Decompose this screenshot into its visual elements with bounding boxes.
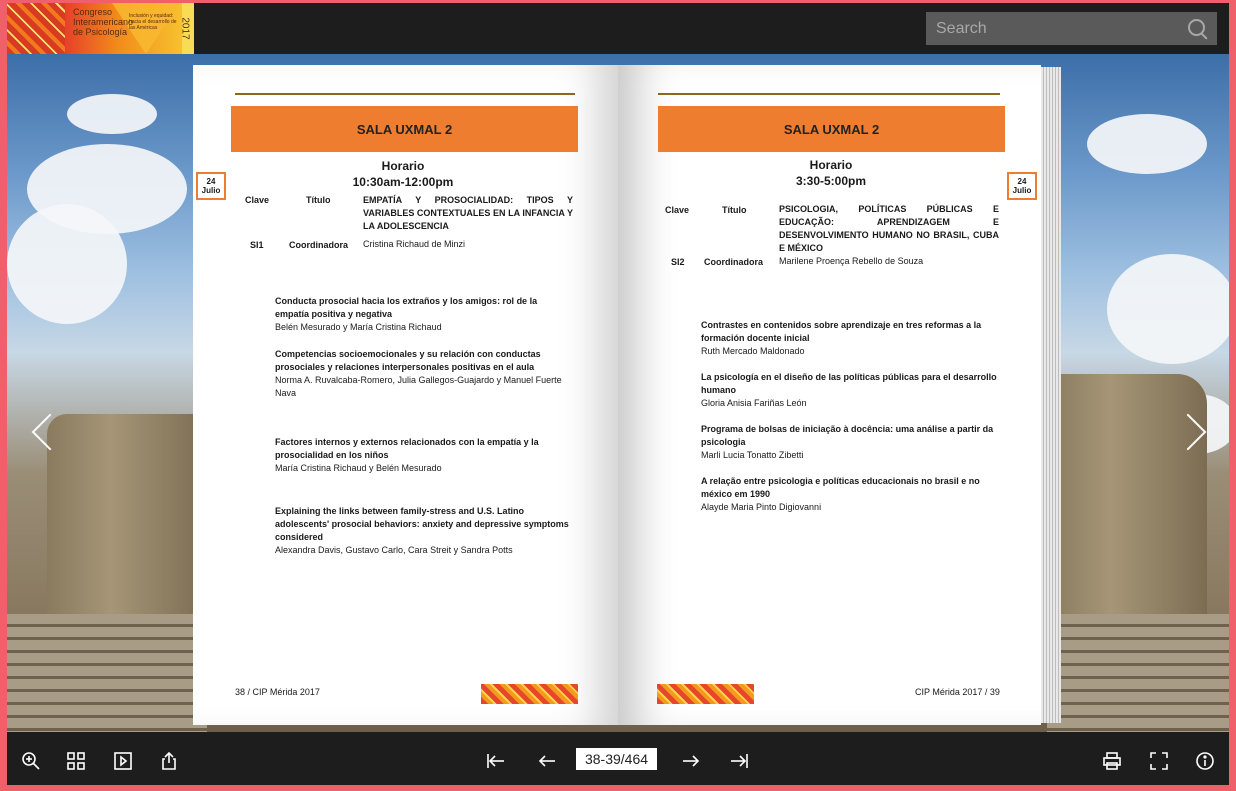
talk-title: Competencias socioemocionales y su relación con conductas prosociales y relaciones interpersonales positivas en el aula <box>275 349 541 372</box>
talk-item <box>701 475 999 514</box>
congress-logo[interactable] <box>7 3 194 54</box>
talk-authors: Marli Lucia Tonatto Zibetti <box>701 450 804 460</box>
date-day: 24 <box>206 177 216 186</box>
talk-authors: Belén Mesurado y María Cristina Richaud <box>275 322 442 332</box>
cloud <box>1107 254 1229 364</box>
logo-year: 2017 <box>179 17 191 40</box>
session-title: PSICOLOGIA, POLÍTICAS PÚBLICAS E EDUCAÇÃO: APRENDIZAGEM E DESENVOLVIMENTO HUMANO NO BRASIL, CUBA E MÉXICO <box>779 204 999 253</box>
right-page[interactable] <box>618 65 1041 725</box>
prev-page-icon[interactable] <box>537 751 557 771</box>
share-icon[interactable] <box>159 751 179 771</box>
talk-item <box>701 423 999 462</box>
room-banner: SALA UXMAL 2 <box>231 106 578 152</box>
fullscreen-icon[interactable] <box>1149 751 1169 771</box>
horario-time: 3:30-5:00pm <box>795 174 867 188</box>
search-box <box>926 12 1217 45</box>
page-footer: CIP Mérida 2017 / 39 <box>915 687 1000 697</box>
date-badge <box>1007 172 1037 200</box>
coordinator-label: Coordinadora <box>289 240 349 250</box>
talk-title: Conducta prosocial hacia los extraños y los amigos: rol de la empatía positiva y negativa <box>275 296 538 319</box>
talk-authors: María Cristina Richaud y Belén Mesurado <box>275 463 442 473</box>
date-day: 24 <box>1017 177 1027 186</box>
clave-label: Clave <box>245 195 270 205</box>
coordinator-label: Coordinadora <box>704 257 764 267</box>
left-page[interactable] <box>193 65 618 725</box>
schedule-block <box>323 158 483 190</box>
page-stack-edge <box>1041 67 1061 723</box>
talk-item <box>701 371 999 410</box>
talk-title: Explaining the links between family-stress and U.S. Latino adolescents' prosocial behaviors: anxiety and depressive symptoms considered <box>275 506 569 542</box>
open-book <box>193 65 1065 725</box>
footer-pattern-strip <box>657 684 754 704</box>
session-code: SI1 <box>250 240 264 250</box>
page-footer: 38 / CIP Mérida 2017 <box>235 687 320 697</box>
horario-label: Horario <box>809 158 853 172</box>
cloud <box>7 204 127 324</box>
talk-item <box>275 505 573 557</box>
talk-authors: Ruth Mercado Maldonado <box>701 346 805 356</box>
clave-label: Clave <box>665 205 690 215</box>
titulo-label: Título <box>306 195 331 205</box>
horario-time: 10:30am-12:00pm <box>352 175 454 189</box>
talk-title: Programa de bolsas de iniciação à docência: uma análise a partir da psicologia <box>701 424 994 447</box>
flipbook-viewer <box>7 3 1229 785</box>
logo-title: Congreso Interamericano de Psicología <box>73 7 134 37</box>
search-icon[interactable] <box>1188 19 1205 36</box>
next-page-icon[interactable] <box>681 751 701 771</box>
logo-pattern <box>7 3 65 54</box>
cloud <box>67 94 157 134</box>
first-page-icon[interactable] <box>486 751 506 771</box>
page-indicator[interactable]: 38-39/464 <box>576 748 657 770</box>
talk-authors: Alexandra Davis, Gustavo Carlo, Cara Streit y Sandra Potts <box>275 545 513 555</box>
talk-item <box>275 295 573 334</box>
top-rule <box>235 93 575 95</box>
print-icon[interactable] <box>1102 751 1122 771</box>
horario-label: Horario <box>381 159 425 173</box>
talk-item <box>275 436 573 475</box>
talk-authors: Norma A. Ruvalcaba-Romero, Julia Gallegos-Guajardo y Manuel Fuerte Nava <box>275 375 562 398</box>
bottom-toolbar <box>7 732 1229 785</box>
titulo-label: Título <box>722 205 747 215</box>
thumbnails-icon[interactable] <box>66 751 86 771</box>
autoflip-icon[interactable] <box>113 751 133 771</box>
session-code: SI2 <box>671 257 685 267</box>
stairs-right <box>1047 614 1229 732</box>
cloud <box>1087 114 1207 174</box>
talk-title: Factores internos y externos relacionados con la empatía y la prosocialidad en los niños <box>275 437 539 460</box>
date-badge <box>196 172 226 200</box>
schedule-block <box>751 157 911 189</box>
session-title: EMPATÍA Y PROSOCIALIDAD: TIPOS Y VARIABLES CONTEXTUALES EN LA INFANCIA Y LA ADOLESCENCIA <box>363 195 573 231</box>
search-input[interactable] <box>926 12 1186 45</box>
stairs-left <box>7 614 207 732</box>
coordinator-name: Cristina Richaud de Minzi <box>363 239 466 249</box>
info-icon[interactable] <box>1195 751 1215 771</box>
talk-authors: Alayde Maria Pinto Digiovanni <box>701 502 822 512</box>
top-bar <box>7 3 1229 54</box>
talk-title: Contrastes en contenidos sobre aprendizaje en tres reformas a la formación docente inicial <box>701 320 982 343</box>
talk-item <box>275 348 573 400</box>
talk-title: La psicología en el diseño de las políticas públicas para el desarrollo humano <box>701 372 997 395</box>
coordinator-name: Marilene Proença Rebello de Souza <box>779 256 924 266</box>
talk-authors: Gloria Anisia Fariñas León <box>701 398 807 408</box>
zoom-in-icon[interactable] <box>21 751 41 771</box>
footer-pattern-strip <box>481 684 578 704</box>
logo-subtitle: Inclusión y equidad: hacia el desarrollo de las Américas <box>129 13 177 31</box>
date-month: Julio <box>1012 186 1032 195</box>
logo-year-strip <box>179 3 194 54</box>
room-banner: SALA UXMAL 2 <box>658 106 1005 152</box>
date-month: Julio <box>201 186 221 195</box>
tower-right <box>1047 374 1207 634</box>
last-page-icon[interactable] <box>729 751 749 771</box>
talk-item <box>701 319 999 358</box>
top-rule <box>658 93 1000 95</box>
talk-title: A relação entre psicologia e políticas educacionais no brasil e no méxico em 1990 <box>701 476 980 499</box>
book-stage <box>7 54 1229 732</box>
